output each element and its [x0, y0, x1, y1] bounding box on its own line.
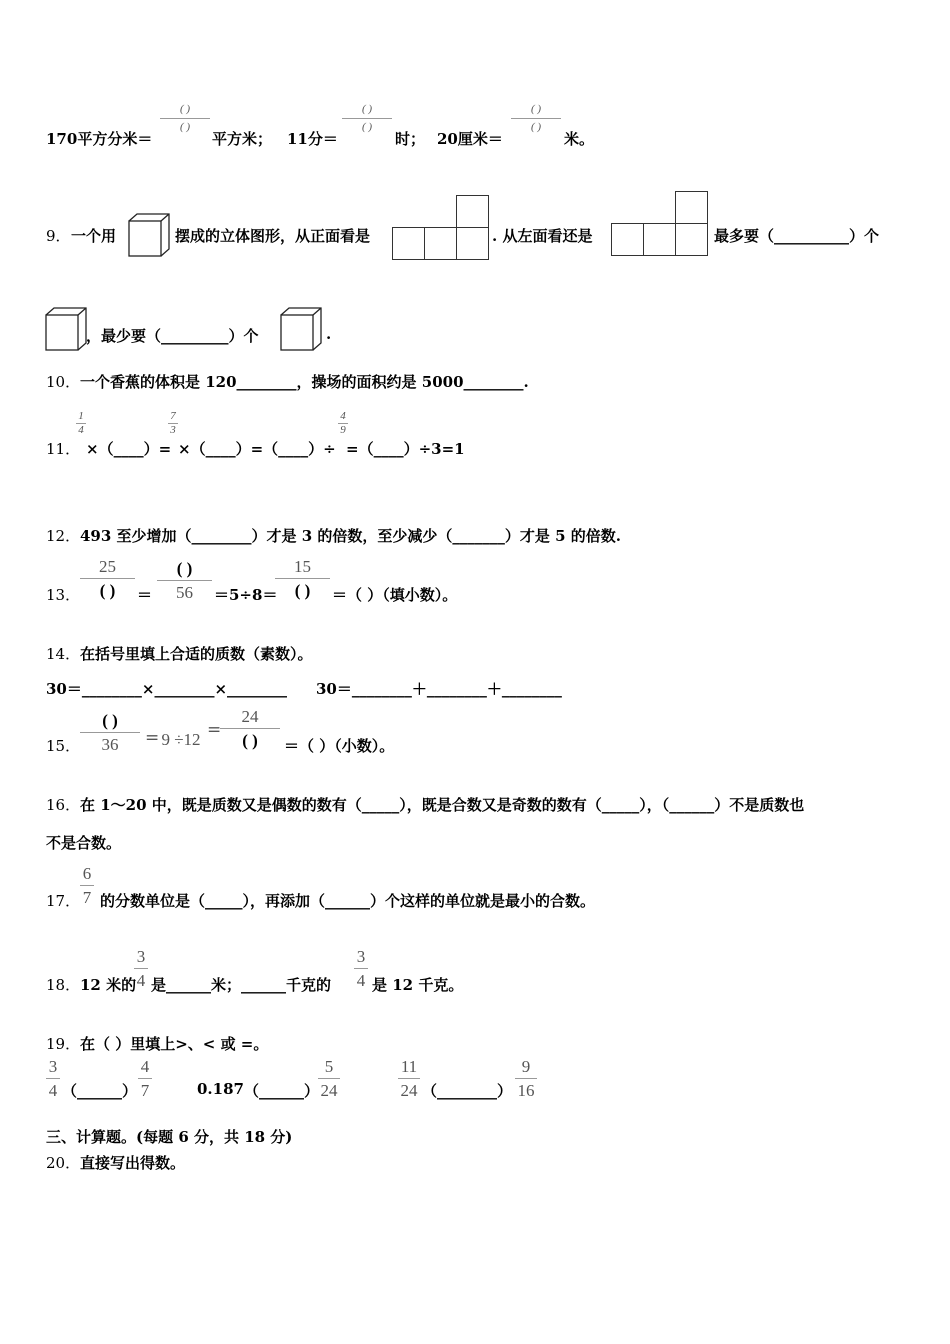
- q11-seg-3: =（____）÷3=1: [346, 440, 465, 458]
- frac-numerator: ( ): [102, 711, 118, 730]
- frac-numerator: 11: [400, 1057, 418, 1076]
- q12-label: 12．: [46, 527, 81, 545]
- q20-label: 20．: [46, 1154, 81, 1172]
- q17-label: 17．: [46, 892, 81, 910]
- q14-label: 14．: [46, 645, 81, 663]
- q15-eq-2: =: [207, 720, 222, 740]
- frac-bar: [156, 727, 206, 728]
- frac-bar: [354, 968, 368, 969]
- q10-label: 10．: [46, 373, 81, 391]
- q8-part3-unit: 厘米＝: [457, 130, 503, 148]
- q15-eq-1: =: [145, 728, 160, 748]
- cube-icon: [128, 213, 170, 258]
- frac-bar: [398, 1078, 420, 1079]
- frac-numerator: 3: [136, 947, 146, 966]
- q8-frac-3: [511, 104, 561, 133]
- frac-numerator: 4: [340, 410, 346, 422]
- q8-part1-num: 170: [46, 130, 78, 148]
- frac-bar: [515, 1078, 537, 1079]
- frac-denominator: ( ): [242, 731, 258, 750]
- q8-part2-num: 11: [287, 130, 308, 148]
- frac-bar: [157, 580, 212, 581]
- frac-numerator: 3: [48, 1057, 58, 1076]
- frac-numerator: 3: [356, 947, 366, 966]
- frac-numerator: 5: [324, 1057, 334, 1076]
- frac-numerator: ( ): [530, 103, 542, 115]
- q18-frac-1: [134, 948, 148, 989]
- q19-frac-e: [398, 1058, 420, 1099]
- q11-frac-2: [168, 411, 178, 436]
- q9-text-3: . 从左面看还是: [492, 227, 593, 245]
- q8-part3-num: 20: [437, 130, 458, 148]
- q13-frac-3: [275, 558, 330, 599]
- q8-part2: [287, 128, 338, 149]
- q19-text: 在（ ）里填上>、< 或 =。: [80, 1035, 269, 1053]
- frac-denominator: 4: [356, 971, 366, 990]
- q13-label: 13．: [46, 586, 81, 604]
- q9-text-2: 摆成的立体图形，从正面看是: [175, 227, 371, 245]
- q15-frac-1: [80, 712, 140, 753]
- cube-icon: [45, 307, 87, 352]
- q13-frac-2: [157, 560, 212, 601]
- frac-numerator: 4: [140, 1057, 150, 1076]
- q8-part3-tail: 米。: [564, 130, 595, 148]
- q19-frac-a: [46, 1058, 60, 1099]
- q11-frac-1: [76, 411, 86, 436]
- frac-denominator: 9: [340, 424, 346, 436]
- q11-frac-3: [338, 411, 348, 436]
- q8-part2-unit: 分＝: [307, 130, 338, 148]
- frac-bar: [138, 1078, 152, 1079]
- frac-numerator: ( ): [176, 559, 193, 578]
- q8-part1-unit: 平方分米＝: [77, 130, 153, 148]
- q8-line: [46, 128, 152, 149]
- frac-bar: [318, 1078, 340, 1079]
- q14-sum-line: 30＝________＋________＋________: [316, 680, 562, 698]
- frac-numerator: 25: [99, 557, 116, 576]
- q18-text-2: 是______米；______千克的: [151, 976, 332, 994]
- frac-bar: [46, 1078, 60, 1079]
- frac-denominator: ( ): [361, 121, 373, 133]
- frac-numerator: 15: [294, 557, 311, 576]
- frac-denominator: ( ): [294, 581, 311, 600]
- q15-frac-2: [156, 724, 206, 748]
- frac-bar: [220, 728, 280, 729]
- q19-label: 19．: [46, 1035, 81, 1053]
- frac-bar: [134, 968, 148, 969]
- frac-denominator: 4: [136, 971, 146, 990]
- frac-denominator: 9 ÷12: [161, 730, 201, 749]
- frac-denominator: 3: [170, 424, 176, 436]
- frac-bar: [511, 118, 561, 119]
- q9-text-4: 最多要（__________）个: [714, 227, 880, 245]
- q19-decimal: 0.187: [197, 1080, 244, 1098]
- frac-numerator: 6: [82, 864, 92, 883]
- section-3-title: 三、计算题。(每题 6 分，共 18 分): [46, 1128, 293, 1146]
- frac-bar: [80, 578, 135, 579]
- frac-bar: [160, 118, 210, 119]
- frac-bar: [80, 885, 94, 886]
- left-view-diagram: [611, 191, 711, 257]
- q19-blank-3[interactable]: （________）: [422, 1082, 513, 1100]
- q11-seg-1: ×（____）=: [86, 440, 172, 458]
- q11-seg-2: ×（____）=（____）÷: [178, 440, 336, 458]
- q15-label: 15．: [46, 737, 81, 755]
- frac-denominator: 16: [517, 1081, 535, 1100]
- frac-denominator: 24: [400, 1081, 418, 1100]
- frac-numerator: ( ): [179, 103, 191, 115]
- q8-part2-tail: 时；: [395, 130, 426, 148]
- frac-numerator: 1: [78, 410, 84, 422]
- frac-denominator: 4: [48, 1081, 58, 1100]
- frac-denominator: ( ): [179, 121, 191, 133]
- frac-bar: [80, 732, 140, 733]
- q13-mid: ＝5÷8＝: [214, 586, 278, 604]
- q16-label: 16．: [46, 796, 81, 814]
- q16-line-1: 在 1～20 中，既是质数又是偶数的数有（_____），既是合数又是奇数的数有（_____），（______）不是质数也: [80, 796, 805, 814]
- q19-frac-b: [138, 1058, 152, 1099]
- q17-text: 的分数单位是（_____），再添加（______）个这样的单位就是最小的合数。: [100, 892, 596, 910]
- q10-text: 一个香蕉的体积是 120________，操场的面积约是 5000________.: [80, 373, 529, 391]
- q13-tail: ＝（ ）（填小数）。: [332, 586, 458, 604]
- q9-label: 9．: [46, 227, 71, 245]
- q15-frac-3: [220, 708, 280, 749]
- frac-denominator: ( ): [99, 581, 116, 600]
- q8-part3: [437, 128, 503, 149]
- q8-frac-2: [342, 104, 392, 133]
- q13-frac-1: [80, 558, 135, 599]
- frac-denominator: ( ): [530, 121, 542, 133]
- q17-frac: [80, 865, 94, 906]
- frac-denominator: 7: [140, 1081, 150, 1100]
- q18-frac-2: [354, 948, 368, 989]
- q9-text-5: ，最少要（_________）个: [86, 327, 259, 345]
- frac-numerator: 7: [170, 410, 176, 422]
- q8-part1-tail: 平方米；: [212, 130, 273, 148]
- q19-blank-2[interactable]: （______）: [244, 1082, 320, 1100]
- q20-text: 直接写出得数。: [80, 1154, 186, 1172]
- frac-denominator: 7: [82, 888, 92, 907]
- q14-text: 在括号里填上合适的质数（素数）。: [80, 645, 313, 663]
- frac-bar: [275, 578, 330, 579]
- frac-numerator: ( ): [361, 103, 373, 115]
- q15-tail: ＝（ ）（小数）。: [284, 737, 395, 755]
- q19-blank-1[interactable]: （______）: [62, 1082, 138, 1100]
- q11-label: 11．: [46, 440, 81, 458]
- q9-text-1: 一个用: [71, 227, 117, 245]
- q19-frac-d: [318, 1058, 340, 1099]
- cube-icon: [280, 307, 322, 352]
- q18-text-1: 12 米的: [80, 976, 137, 994]
- q12-text: 493 至少增加（________）才是 3 的倍数，至少减少（_______）才是 5 的倍数.: [80, 527, 622, 545]
- q14-product-line: 30＝________×________×________: [46, 680, 288, 698]
- q16-line-2: 不是合数。: [46, 834, 122, 852]
- q13-eq: ＝: [137, 586, 153, 604]
- frac-denominator: 4: [78, 424, 84, 436]
- q18-label: 18．: [46, 976, 81, 994]
- frac-denominator: 36: [101, 735, 119, 754]
- frac-denominator: 56: [176, 583, 193, 602]
- frac-denominator: 24: [320, 1081, 338, 1100]
- front-view-diagram: [392, 195, 492, 261]
- q19-frac-f: [515, 1058, 537, 1099]
- frac-numerator: 9: [521, 1057, 531, 1076]
- q9-text-6: .: [326, 325, 332, 343]
- frac-numerator: 24: [241, 707, 259, 726]
- q8-frac-1: [160, 104, 210, 133]
- frac-bar: [342, 118, 392, 119]
- q18-text-3: 是 12 千克。: [372, 976, 464, 994]
